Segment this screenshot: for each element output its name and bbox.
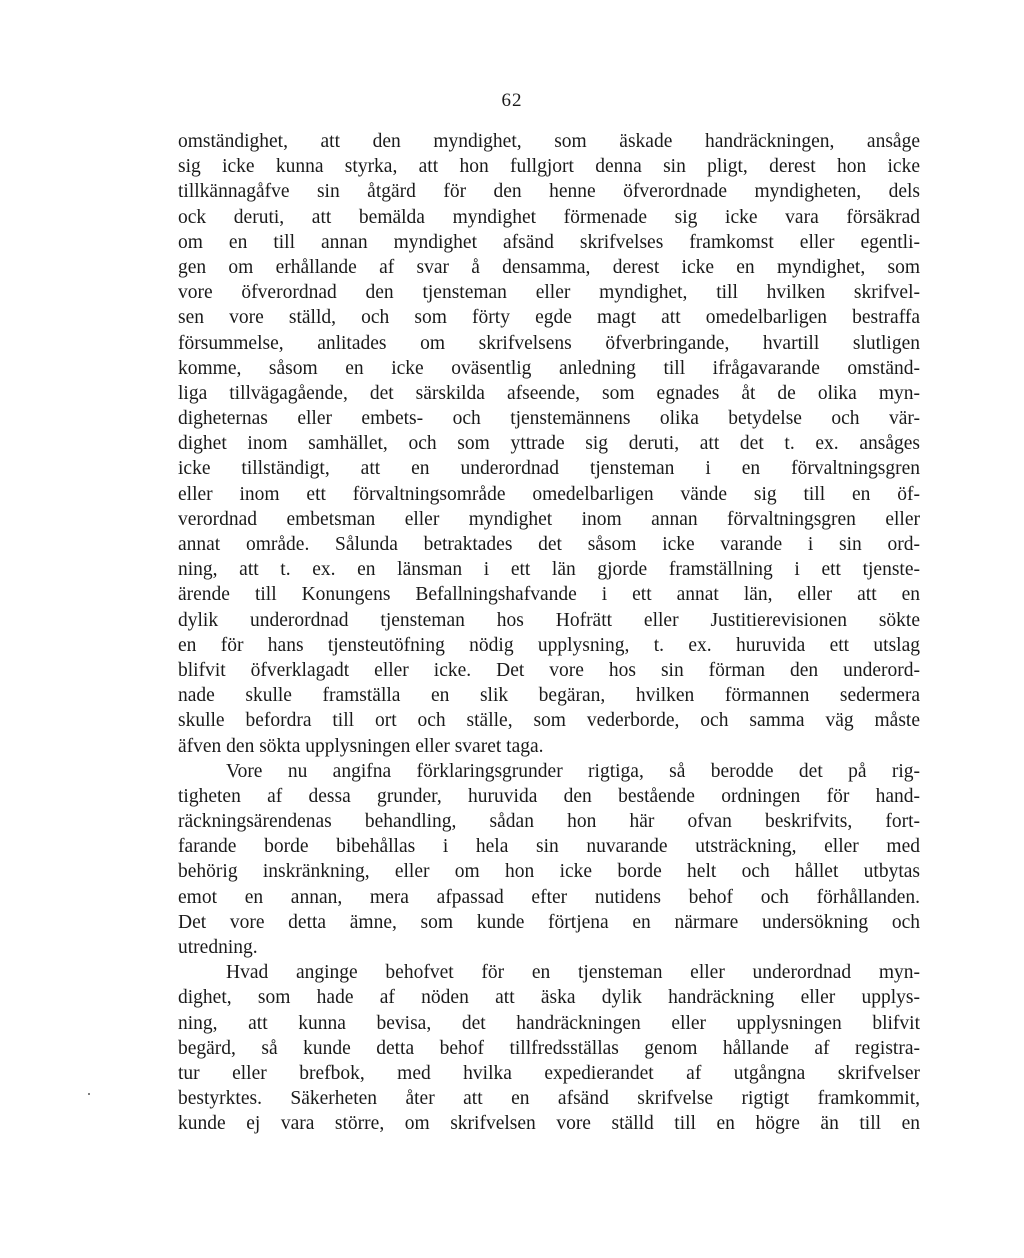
text-line: äfven den sökta upplysningen eller svaret taga.	[178, 735, 544, 757]
text-line: kunde ej vara större, om skrifvelsen vore ställd till en högre än till en	[178, 1113, 920, 1135]
text-line: omständighet, att den myndighet, som äskade handräckningen, ansåge	[178, 131, 920, 152]
text-line: gen om erhållande af svar å densamma, derest icke en myndighet, som	[178, 256, 920, 278]
text-line: Det vore detta ämne, som kunde förtjena en närmare undersökning och	[178, 911, 920, 933]
text-line: ning, att t. ex. en länsman i ett län gjorde framställning i ett tjenste-	[178, 559, 920, 581]
text-line: verordnad embetsman eller myndighet inom annan förvaltningsgren eller	[178, 508, 920, 530]
text-line: liga tillvägagående, det särskilda afseende, som egnades åt de olika myn-	[178, 382, 920, 404]
body-text	[178, 129, 920, 1137]
text-line: sen vore ställd, och som förty egde magt att omedelbarligen bestraffa	[178, 307, 920, 329]
text-line: icke tillständigt, att en underordnad tjensteman i en förvaltningsgren	[178, 458, 920, 480]
text-line: blifvit öfverklagadt eller icke. Det vore hos sin förman den underord-	[178, 659, 920, 681]
text-line: ärende till Konungens Befallningshafvande i ett annat län, eller att en	[178, 584, 920, 606]
text-line: dylik underordnad tjensteman hos Hofrätt eller Justitierevisionen sökte	[178, 609, 920, 631]
text-line: tigheten af dessa grunder, huruvida den bestående ordningen för hand-	[178, 785, 920, 807]
text-line: farande borde bibehållas i hela sin nuvarande utsträckning, eller med	[178, 836, 920, 858]
text-line: behörig inskränkning, eller om hon icke borde helt och hållet utbytas	[178, 861, 920, 883]
text-line: eller inom ett förvaltningsområde omedelbarligen vände sig till en öf-	[178, 483, 920, 505]
text-line: begärd, så kunde detta behof tillfredsställas genom hållande af registra-	[178, 1037, 920, 1059]
page-number: 62	[501, 90, 523, 111]
text-line: digheternas eller embets- och tjenstemännens olika betydelse och vär-	[178, 408, 920, 430]
text-line: skulle befordra till ort och ställe, som vederborde, och samma väg måste	[178, 710, 920, 732]
text-line: annat område. Sålunda betraktades det såsom icke varande i sin ord-	[178, 534, 920, 555]
text-line: försummelse, anlitades om skrifvelsens öfverbringande, hvartill slutligen	[178, 332, 920, 354]
text-line: nade skulle framställa en slik begäran, hvilken förmannen sedermera	[178, 685, 920, 707]
text-line: tur eller brefbok, med hvilka expedierandet af utgångna skrifvelser	[178, 1062, 920, 1084]
text-line: ning, att kunna bevisa, det handräckningen eller upplysningen blifvit	[178, 1012, 920, 1034]
text-line: utredning.	[178, 937, 258, 958]
text-line: komme, såsom en icke oväsentlig anledning till ifrågavarande omständ-	[178, 357, 920, 379]
text-line: Vore nu angifna förklaringsgrunder rigtiga, så berodde det på rig-	[226, 760, 920, 782]
text-line: sig icke kunna styrka, att hon fullgjort denna sin pligt, derest hon icke	[178, 156, 920, 178]
text-line: dighet, som hade af nöden att äska dylik handräckning eller upplys-	[178, 987, 920, 1009]
text-line: en för hans tjensteutöfning nödig upplysning, t. ex. huruvida ett utslag	[178, 634, 920, 656]
text-line: räckningsärendenas behandling, sådan hon här ofvan beskrifvits, fort-	[178, 811, 920, 833]
text-line: tillkännagåfve sin åtgärd för den henne öfverordnade myndigheten, dels	[178, 181, 920, 203]
text-line: emot en annan, mera afpassad efter nutidens behof och förhållanden.	[178, 886, 920, 908]
text-line: om en till annan myndighet afsänd skrifvelses framkomst eller egentli-	[178, 231, 920, 253]
text-line: ock deruti, att bemälda myndighet förmenade sig icke vara försäkrad	[178, 206, 920, 228]
text-line: dighet inom samhället, och som yttrade sig deruti, att det t. ex. ansåges	[178, 433, 920, 455]
scan-speck	[88, 1093, 90, 1095]
text-line: Hvad anginge behofvet för en tjensteman eller underordnad myn-	[226, 962, 920, 984]
text-line: bestyrktes. Säkerheten åter att en afsänd skrifvelse rigtigt framkommit,	[178, 1088, 920, 1110]
text-line: vore öfverordnad den tjensteman eller myndighet, till hvilken skrifvel-	[178, 282, 920, 304]
